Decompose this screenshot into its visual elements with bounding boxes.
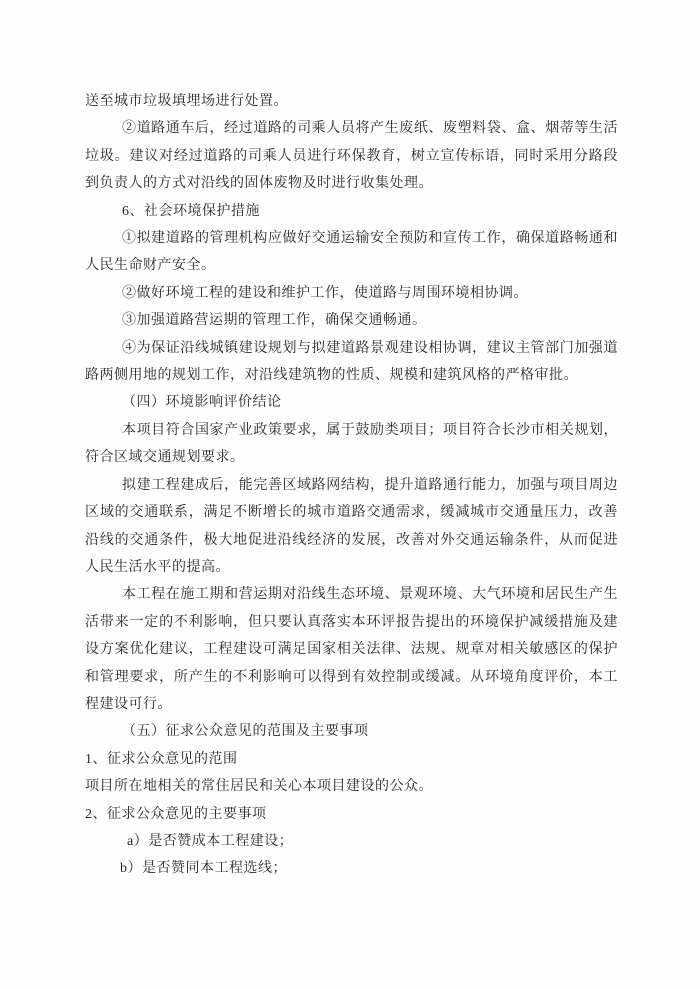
heading-2-opinion-main-items: 2、征求公众意见的主要事项: [85, 806, 267, 822]
list-item-b-approve-route: b）是否赞同本工程选线；: [120, 861, 287, 877]
paragraph-conclusion-policy: 本项目符合国家产业政策要求，属于鼓励类项目；项目符合长沙市相关规划，符合区域交通规划要求。: [85, 422, 618, 466]
paragraph-opinion-scope-content: 项目所在地相关的常住居民和关心本项目建设的公众。: [85, 779, 433, 795]
heading-section-4-eia-conclusion: （四）环境影响评价结论: [122, 395, 282, 411]
paragraph-waste-disposal-continuation: 送至城市垃圾填埋场进行处置。: [85, 94, 288, 109]
list-item-a-approve-construction: a）是否赞成本工程建设；: [127, 833, 294, 849]
document-body: [85, 88, 618, 883]
paragraph-measure-1-traffic-safety: ①拟建道路的管理机构应做好交通运输安全预防和宣传工作，确保道路畅通和人民生命财产安全。: [85, 231, 618, 274]
paragraph-conclusion-road-network: 拟建工程建成后，能完善区域路网结构，提升道路通行能力，加强与项目周边区域的交通联系，满足不断增长的城市道路交通需求，缓减城市交通量压力，改善沿线的交通条件，极大地促进沿线经济的发展，改善对外交通运输条件，从而促进人民生活水平的提高。: [85, 477, 618, 575]
paragraph-conclusion-impact-control: 本工程在施工期和营运期对沿线生态环境、景观环境、大气环境和居民生产生活带来一定的不利影响，但只要认真落实本环评报告提出的环境保护减缓措施及建设方案优化建议，工程建设可满足国家相关法律、法规、规章对相关敏感区的保护和管理要求，所产生的不利影响可以得到有效控制或缓减。从环境角度评价，本工程建设可行。: [85, 587, 618, 712]
heading-section-5-public-opinion: （五）征求公众意见的范围及主要事项: [122, 724, 369, 740]
paragraph-measure-4-planning-review: ④为保证沿线城镇建设规划与拟建道路景观建设相协调，建议主管部门加强道路两侧用地的规划工作，对沿线建筑物的性质、规模和建筑风格的严格审批。: [85, 340, 618, 384]
paragraph-measure-2-env-engineering: ②做好环境工程的建设和维护工作，使道路与周围环境相协调。: [122, 285, 528, 301]
paragraph-item2-traffic-litter: ②道路通车后，经过道路的司乘人员将产生废纸、废塑料袋、盒、烟蒂等生活垃圾。建议对经过道路的司乘人员进行环保教育，树立宣传标语，同时采用分路段到负责人的方式对沿线的固体废物及时进行收集处理。: [85, 121, 618, 192]
heading-1-opinion-scope: 1、征求公众意见的范围: [85, 751, 238, 767]
heading-6-social-env-protection: 6、社会环境保护措施: [122, 203, 260, 219]
paragraph-measure-3-operation-mgmt: ③加强道路营运期的管理工作，确保交通畅通。: [122, 313, 427, 329]
